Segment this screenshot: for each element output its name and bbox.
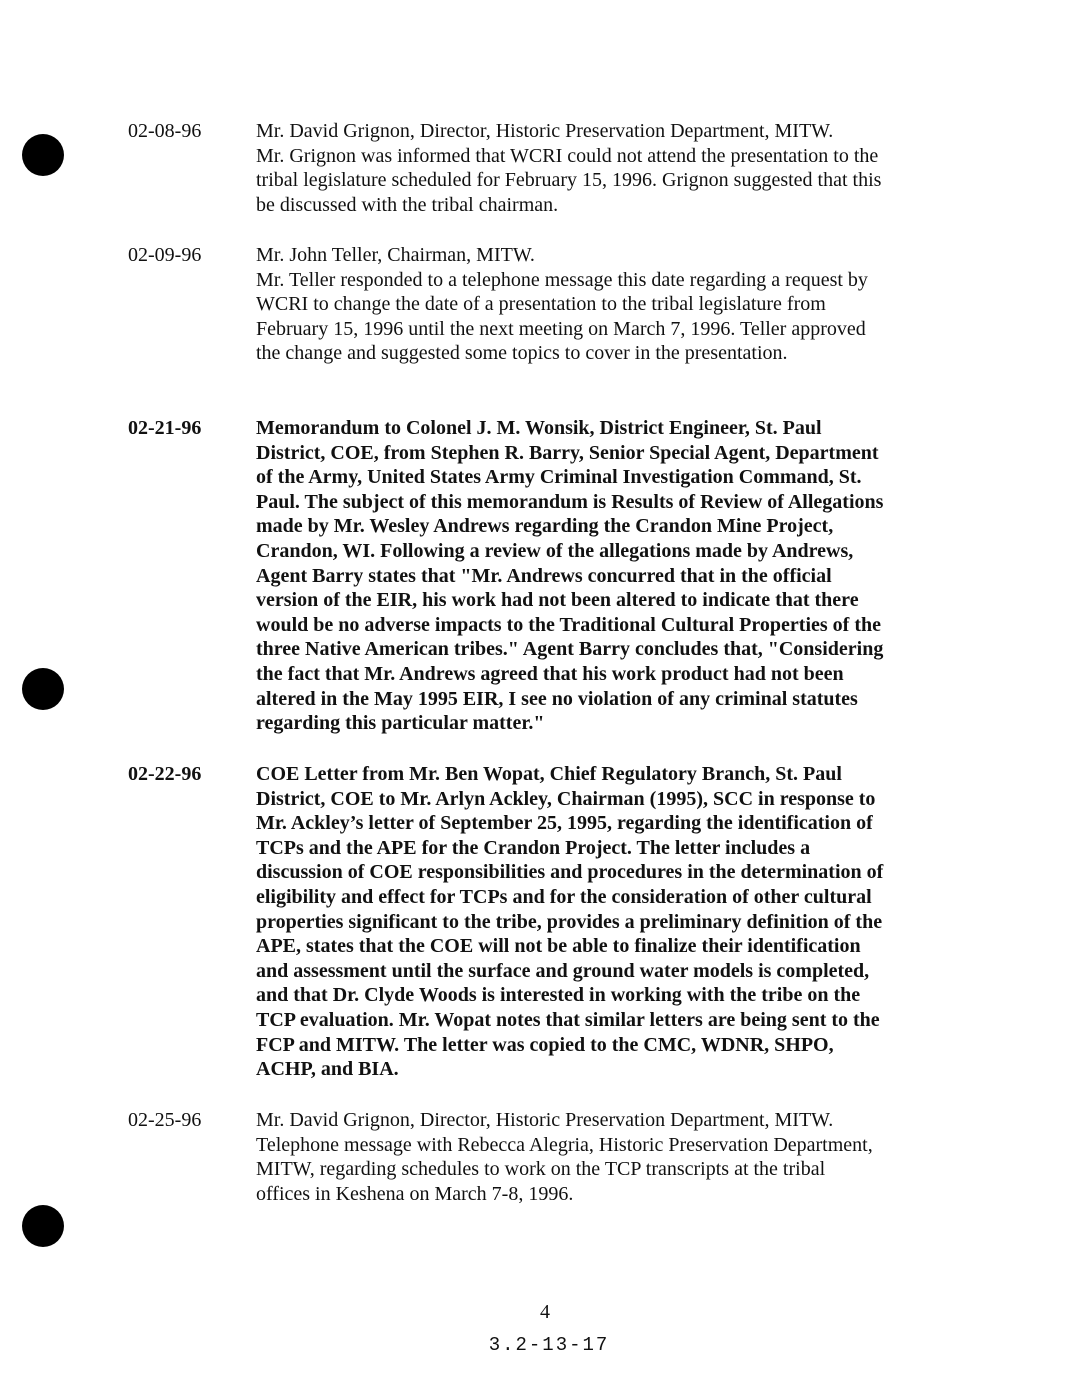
entry-line: APE, states that the COE will not be able to finalize their identification	[256, 935, 861, 958]
entry-line: version of the EIR, his work had not been altered to indicate that there	[256, 589, 859, 612]
entry-line: Mr. Teller responded to a telephone message this date regarding a request by	[256, 268, 868, 291]
entry-line: offices in Keshena on March 7-8, 1996.	[256, 1182, 574, 1205]
entry-date: 02-21-96	[128, 417, 202, 439]
entry-line: WCRI to change the date of a presentation to the tribal legislature from	[256, 293, 826, 316]
entry-date: 02-22-96	[128, 763, 202, 785]
entry-line: ACHP, and BIA.	[256, 1058, 399, 1081]
document-code: 3.2-13-17	[488, 1334, 610, 1356]
entry-line: TCPs and the APE for the Crandon Project. The letter includes a	[256, 836, 811, 859]
entry-line: Mr. David Grignon, Director, Historic Preservation Department, MITW.	[256, 1109, 834, 1131]
entry-date: 02-09-96	[128, 244, 202, 266]
entry-line: tribal legislature scheduled for February 15, 1996. Grignon suggested that this	[256, 169, 882, 192]
entry-line: discussion of COE responsibilities and procedures in the determination of	[256, 861, 884, 884]
entry-line: February 15, 1996 until the next meeting on March 7, 1996. Teller approved	[256, 317, 866, 340]
page-number: 4	[540, 1301, 550, 1323]
entry-line: Mr. Grignon was informed that WCRI could not attend the presentation to the	[256, 144, 879, 167]
entry-line: would be no adverse impacts to the Traditional Cultural Properties of the	[256, 613, 881, 636]
entry-line: be discussed with the tribal chairman.	[256, 193, 559, 216]
entry-text	[256, 762, 968, 1082]
entry-text	[256, 1108, 968, 1206]
entry-line: Mr. David Grignon, Director, Historic Preservation Department, MITW.	[256, 120, 834, 142]
entry-line: regarding this particular matter."	[256, 712, 545, 735]
entry-line: of the Army, United States Army Criminal Investigation Command, St.	[256, 466, 862, 489]
entry-line: and that Dr. Clyde Woods is interested in working with the tribe on the	[256, 984, 861, 1007]
binder-hole-bottom	[22, 1205, 64, 1247]
entry-line: Telephone message with Rebecca Alegria, Historic Preservation Department,	[256, 1133, 873, 1156]
entry-line: the fact that Mr. Andrews agreed that his work product had not been	[256, 662, 844, 685]
entry-line: TCP evaluation. Mr. Wopat notes that similar letters are being sent to the	[256, 1008, 880, 1031]
entry-line: and assessment until the surface and ground water models is completed,	[256, 959, 870, 982]
entry-line: eligibility and effect for TCPs and for the consideration of other cultural	[256, 885, 872, 908]
entry-line: District, COE, from Stephen R. Barry, Senior Special Agent, Department	[256, 441, 879, 464]
binder-hole-top	[22, 134, 64, 176]
entry-line: Mr. John Teller, Chairman, MITW.	[256, 244, 535, 266]
entry-line: properties significant to the tribe, provides a preliminary definition of the	[256, 910, 883, 933]
entry-line: District, COE to Mr. Arlyn Ackley, Chairman (1995), SCC in response to	[256, 787, 876, 810]
entry-text	[256, 119, 968, 217]
entry-line: Memorandum to Colonel J. M. Wonsik, District Engineer, St. Paul	[256, 417, 822, 439]
entry-line: made by Mr. Wesley Andrews regarding the Crandon Mine Project,	[256, 515, 834, 538]
entry-line: Agent Barry states that "Mr. Andrews concurred that in the official	[256, 564, 832, 587]
entry-line: FCP and MITW. The letter was copied to the CMC, WDNR, SHPO,	[256, 1033, 834, 1056]
binder-hole-middle	[22, 668, 64, 710]
entry-line: three Native American tribes." Agent Barry concludes that, "Considering	[256, 638, 884, 661]
entry-line: Paul. The subject of this memorandum is Results of Review of Allegations	[256, 490, 884, 513]
entry-date: 02-25-96	[128, 1109, 202, 1131]
entry-line: Mr. Ackley’s letter of September 25, 1995, regarding the identification of	[256, 812, 873, 835]
entry-line: COE Letter from Mr. Ben Wopat, Chief Regulatory Branch, St. Paul	[256, 763, 842, 785]
entry-line: MITW, regarding schedules to work on the TCP transcripts at the tribal	[256, 1158, 826, 1181]
entry-date: 02-08-96	[128, 120, 202, 142]
entry-line: altered in the May 1995 EIR, I see no violation of any criminal statutes	[256, 687, 858, 710]
entry-text	[256, 416, 968, 736]
entry-line: the change and suggested some topics to cover in the presentation.	[256, 342, 788, 365]
entry-line: Crandon, WI. Following a review of the allegations made by Andrews,	[256, 539, 854, 562]
entry-text	[256, 243, 968, 366]
